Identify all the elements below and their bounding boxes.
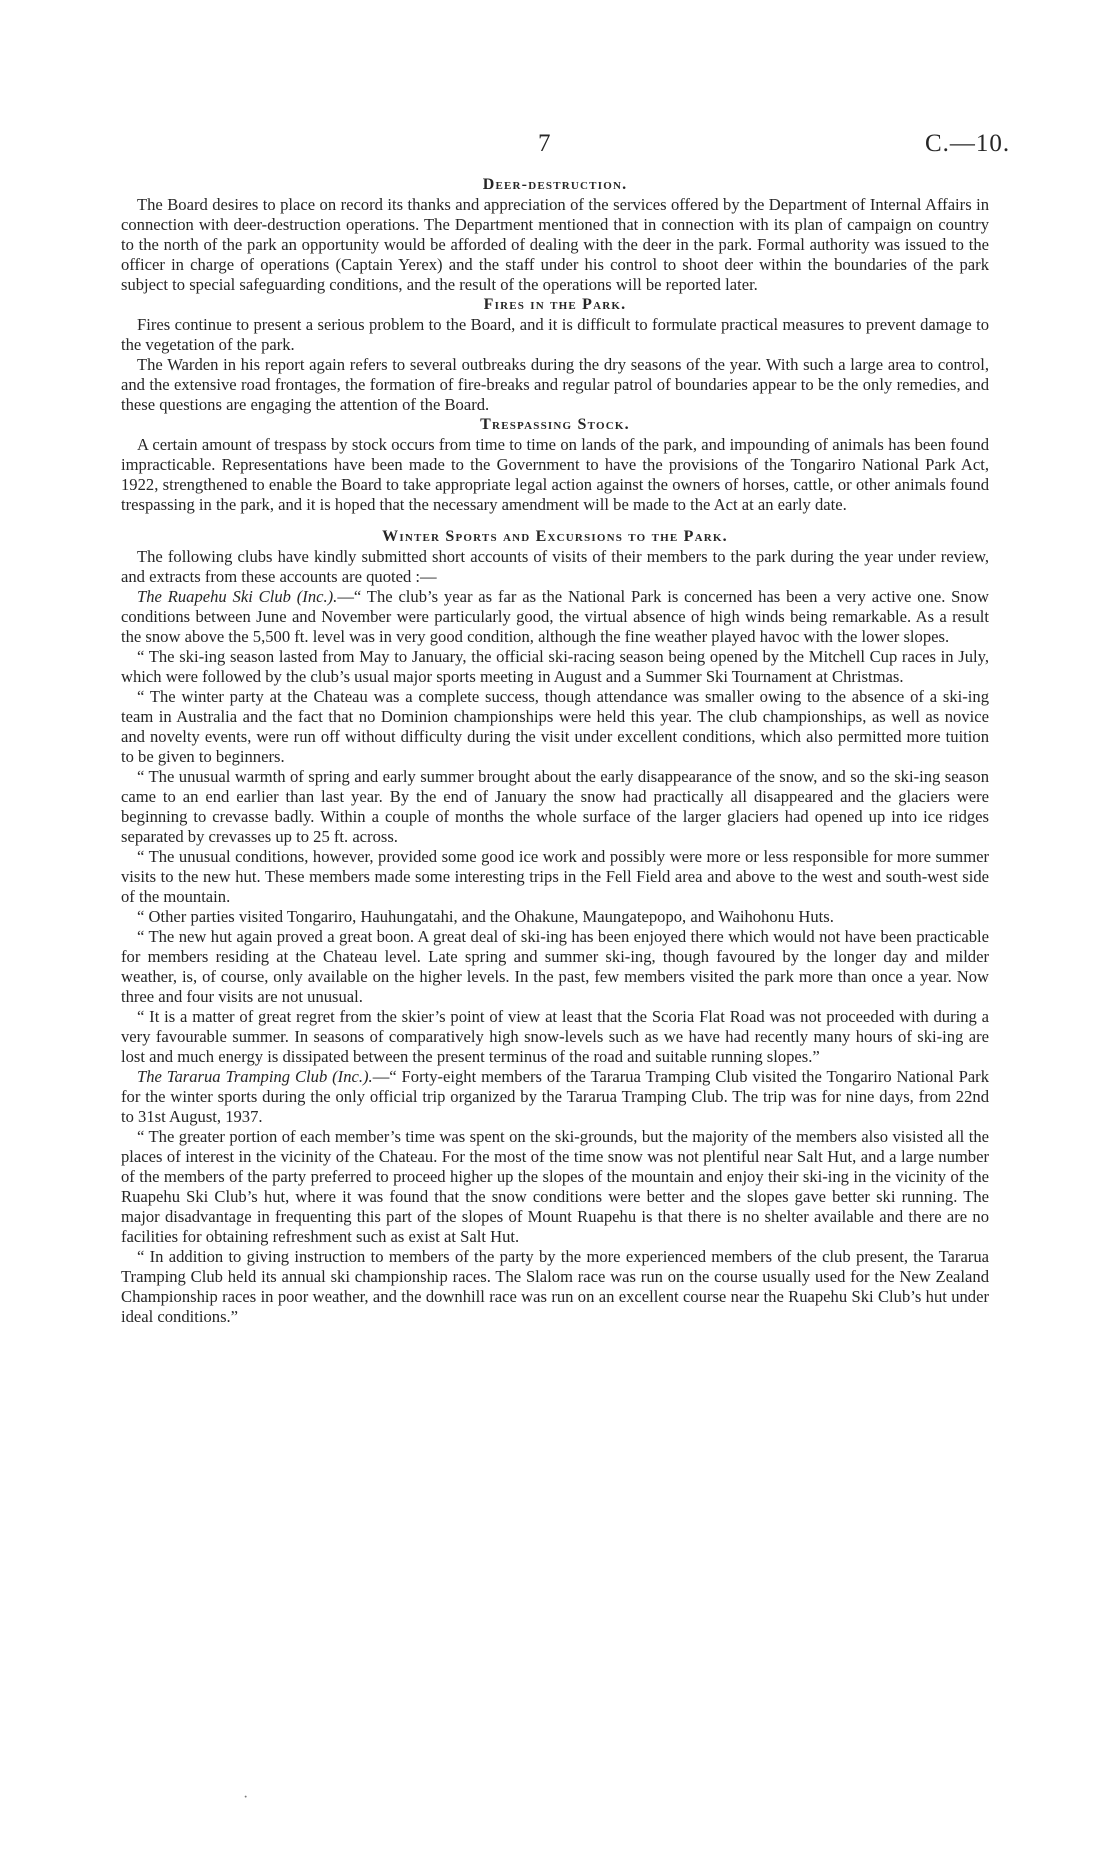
- club-report-lead: —“ The club’s year as far as the National Park is concerned has been a very active one. Snow conditions between June and November were particularly good, the virtual absence of high winds being remarkable. As a result the snow above the 5,500 ft. level was in very good condition, although the fine weather played havoc with the lower slopes.: [121, 587, 989, 646]
- club-report-lead: —“ Forty-eight members of the Tararua Tramping Club visited the Tongariro National Park for the winter sports during the only official trip organized by the Tararua Tramping Club. The trip was for nine days, from 22nd to 31st August, 1937.: [121, 1067, 990, 1126]
- heading-trespassing-stock: Trespassing Stock.: [480, 416, 630, 433]
- paragraph: “ The ski-ing season lasted from May to January, the official ski-racing season being opened by the Mitchell Cup races in July, which were followed by the club’s usual major sports meeting in August and a Summer Ski Tournament at Christmas.: [121, 647, 989, 686]
- paragraph: Fires continue to present a serious problem to the Board, and it is difficult to formulate practical measures to prevent damage to the vegetation of the park.: [121, 315, 989, 354]
- paragraph: “ In addition to giving instruction to members of the party by the more experienced members of the club present, the Tararua Tramping Club held its annual ski championship races. The Slalom race was run on the course usually used for the New Zealand Championship races in poor weather, and the downhill race was run on an excellent course near the Ruapehu Ski Club’s hut under ideal conditions.”: [121, 1247, 989, 1326]
- club-name-tararua: The Tararua Tramping Club (Inc.).: [137, 1067, 373, 1086]
- document-body: [121, 175, 989, 1327]
- heading-winter-sports: Winter Sports and Excursions to the Park.: [382, 528, 728, 545]
- paragraph: The following clubs have kindly submitted short accounts of visits of their members to the park during the year under review, and extracts from these accounts are quoted :—: [121, 547, 989, 586]
- heading-fires-in-the-park: Fires in the Park.: [483, 296, 627, 313]
- paragraph: “ The greater portion of each member’s time was spent on the ski-grounds, but the majority of the members also visisted all the places of interest in the vicinity of the Chateau. For the most of the time snow was not plentiful near Salt Hut, and a large number of the members of the party preferred to proceed higher up the slopes of the mountain and enjoy their ski-ing in the vicinity of the Ruapehu Ski Club’s hut, where it was found that the snow conditions were better and the slopes gave better ski running. The major disadvantage in frequenting this part of the slopes of Mount Ruapehu is that there is no shelter available and there are no facilities for obtaining refreshment such as exist at Salt Hut.: [121, 1127, 989, 1246]
- paragraph: The Warden in his report again refers to several outbreaks during the dry seasons of the year. With such a large area to control, and the extensive road frontages, the formation of fire-breaks and regular patrol of boundaries appear to be the only remedies, and these questions are engaging the attention of the Board.: [121, 355, 989, 414]
- paragraph: The Board desires to place on record its thanks and appreciation of the services offered by the Department of Internal Affairs in connection with deer-destruction operations. The Department mentioned that in connection with its plan of campaign on country to the north of the park an opportunity would be afforded of dealing with the deer in the park. Formal authority was issued to the officer in charge of operations (Captain Yerex) and the staff under his control to shoot deer within the boundaries of the park subject to special safeguarding conditions, and the result of the operations will be reported later.: [121, 195, 989, 294]
- paragraph: “ The unusual conditions, however, provided some good ice work and possibly were more or less responsible for more summer visits to the new hut. These members made some interesting trips in the Fell Field area and above to the west and south-west side of the mountain.: [121, 847, 989, 906]
- paragraph: “ The winter party at the Chateau was a complete success, though attendance was smaller owing to the absence of a ski-ing team in Australia and the fact that no Dominion championships were held this year. The club championships, as well as novice and novelty events, were run off without difficulty during the visit under excellent conditions, which also permitted more tuition to be given to beginners.: [121, 687, 989, 766]
- stray-mark: ·: [243, 1789, 249, 1806]
- tararua-tramping-club-paragraph: [121, 1067, 989, 1127]
- document-reference: C.—10.: [925, 130, 1011, 157]
- page-number: 7: [538, 130, 551, 157]
- paragraph: “ It is a matter of great regret from the skier’s point of view at least that the Scoria Flat Road was not proceeded with during a very favourable summer. In seasons of comparatively high snow-levels such as we have had recently many hours of ski-ing are lost and much energy is dissipated between the present terminus of the road and suitable running slopes.”: [121, 1007, 989, 1066]
- paragraph: “ Other parties visited Tongariro, Hauhungatahi, and the Ohakune, Maungatepopo, and Waihohonu Huts.: [137, 907, 834, 926]
- paragraph: A certain amount of trespass by stock occurs from time to time on lands of the park, and impounding of animals has been found impracticable. Representations have been made to the Government to have the provisions of the Tongariro National Park Act, 1922, strengthened to enable the Board to take appropriate legal action against the owners of horses, cattle, or other animals found trespassing in the park, and it is hoped that the necessary amendment will be made to the Act at an early date.: [121, 435, 989, 514]
- paragraph: “ The new hut again proved a great boon. A great deal of ski-ing has been enjoyed there which would not have been practicable for members residing at the Chateau level. Late spring and summer ski-ing, though favoured by the longer day and milder weather, is, of course, only available on the higher levels. In the past, few members visited the park more than once a year. Now three and four visits are not unusual.: [121, 927, 989, 1006]
- heading-deer-destruction: Deer-destruction.: [482, 176, 628, 193]
- paragraph: “ The unusual warmth of spring and early summer brought about the early disappearance of the snow, and so the ski-ing season came to an end earlier than last year. By the end of January the snow had practically all disappeared and the glaciers were beginning to crevasse badly. Within a couple of months the whole surface of the larger glaciers had opened up into ice ridges separated by crevasses up to 25 ft. across.: [121, 767, 989, 846]
- club-name-ruapehu: The Ruapehu Ski Club (Inc.).: [137, 587, 338, 606]
- ruapehu-ski-club-paragraph: [121, 587, 989, 647]
